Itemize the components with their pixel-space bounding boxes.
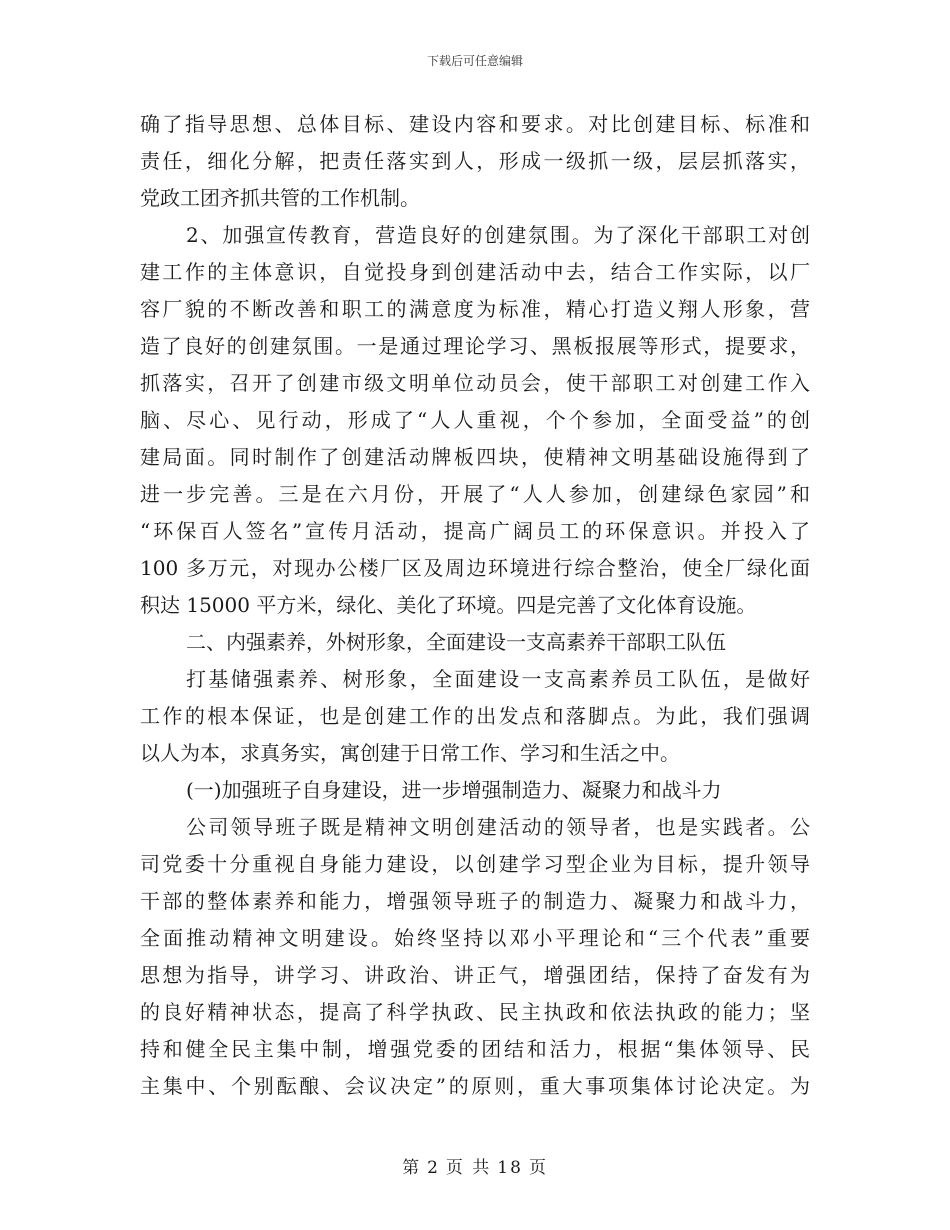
text-line: (一)加强班子自身建设，进一步增强制造力、凝聚力和战斗力: [186, 778, 722, 802]
text-line: 责任，细化分解，把责任落实到人，形成一级抓一级，层层抓落实，: [140, 149, 810, 173]
footer-middle: 页 共: [445, 1158, 492, 1178]
text-line: 脑、尽心、见行动，形成了“人人重视，个个参加，全面受益”的创: [140, 408, 810, 432]
text-line: 打基储强素养、树形象，全面建设一支高素养员工队伍，是做好: [186, 667, 810, 691]
text-line: 造了良好的创建氛围。一是通过理论学习、黑板报展等形式，提要求，: [140, 334, 810, 358]
text-line: “环保百人签名”宣传月活动，提高广阔员工的环保意识。并投入了: [140, 519, 810, 543]
text-line: 进一步完善。三是在六月份，开展了“人人参加，创建绿色家园”和: [140, 482, 810, 506]
footer-page-number: 2: [427, 1158, 440, 1178]
footer-prefix: 第: [402, 1158, 422, 1178]
footer-suffix: 页: [528, 1158, 548, 1178]
text-line: 以人为本，求真务实，寓创建于日常工作、学习和生活之中。: [140, 741, 680, 765]
footer-total-pages: 18: [497, 1158, 523, 1178]
document-body: [140, 106, 810, 1105]
text-line: 主集中、个别酝酿、会议决定”的原则，重大事项集体讨论决定。为: [140, 1074, 810, 1098]
text-line: 工作的根本保证，也是创建工作的出发点和落脚点。为此，我们强调: [140, 704, 810, 728]
text-line: 思想为指导，讲学习、讲政治、讲正气，增强团结，保持了奋发有为: [140, 963, 810, 987]
text-line: 全面推动精神文明建设。始终坚持以邓小平理论和“三个代表”重要: [140, 926, 810, 950]
text-line: 确了指导思想、总体目标、建设内容和要求。对比创建目标、标准和: [140, 112, 810, 136]
page-footer: [0, 1153, 950, 1178]
text-line: 公司领导班子既是精神文明创建活动的领导者，也是实践者。公: [186, 815, 810, 839]
text-line: 积达 15000 平方米，绿化、美化了环境。四是完善了文化体育设施。: [140, 593, 757, 617]
text-line: 二、内强素养，外树形象，全面建设一支高素养干部职工队伍: [186, 630, 726, 654]
text-line: 党政工团齐抓共管的工作机制。: [140, 186, 420, 210]
text-line: 2、加强宣传教育，营造良好的创建氛围。为了深化干部职工对创: [186, 223, 810, 247]
text-line: 100 多万元，对现办公楼厂区及周边环境进行综合整治，使全厂绿化面: [140, 556, 810, 580]
text-line: 干部的整体素养和能力，增强领导班子的制造力、凝聚力和战斗力，: [140, 889, 810, 913]
text-line: 抓落实，召开了创建市级文明单位动员会，使干部职工对创建工作入: [140, 371, 810, 395]
text-line: 容厂貌的不断改善和职工的满意度为标准，精心打造义翔人形象，营: [140, 297, 810, 321]
text-line: 的良好精神状态，提高了科学执政、民主执政和依法执政的能力；坚: [140, 1000, 810, 1024]
page-header: 下载后可任意编辑: [426, 54, 523, 68]
text-line: 持和健全民主集中制，增强党委的团结和活力，根据“集体领导、民: [140, 1037, 810, 1061]
text-line: 建工作的主体意识，自觉投身到创建活动中去，结合工作实际，以厂: [140, 260, 810, 284]
text-line: 建局面。同时制作了创建活动牌板四块，使精神文明基础设施得到了: [140, 445, 810, 469]
text-line: 司党委十分重视自身能力建设，以创建学习型企业为目标，提升领导: [140, 852, 810, 876]
